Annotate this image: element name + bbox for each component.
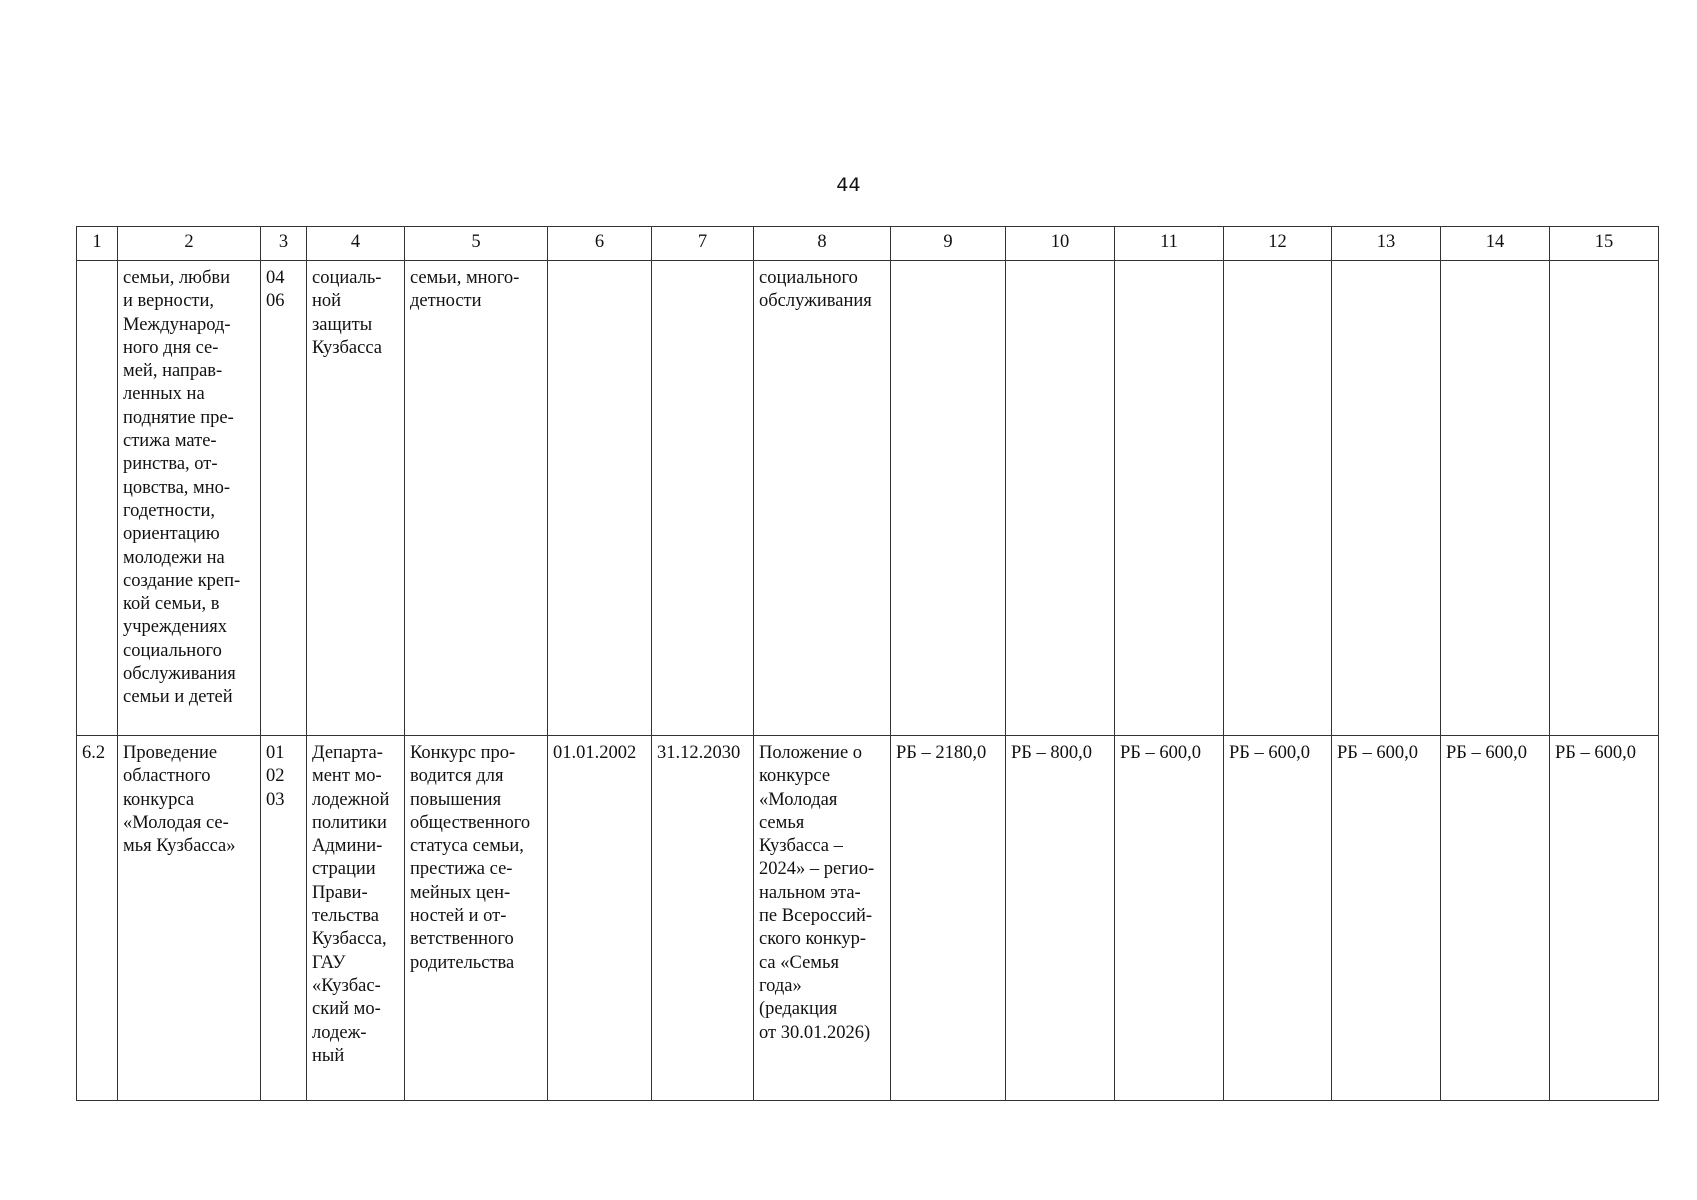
column-header: 11	[1115, 227, 1224, 261]
description-cell	[405, 736, 548, 1101]
cell-text-line: и верности,	[123, 291, 215, 312]
funding-cell: РБ – 600,0	[1550, 736, 1659, 1101]
cell-text-line: «Кузбас-	[312, 975, 381, 996]
cell-text-line: создание креп-	[123, 570, 241, 591]
cell-text-line: 03	[266, 789, 285, 810]
column-header: 1	[77, 227, 118, 261]
column-header: 3	[261, 227, 307, 261]
funding-cell: РБ – 600,0	[1332, 736, 1441, 1101]
cell-text-line: Проведение	[123, 743, 218, 763]
cell-text-line: социаль-	[312, 268, 382, 288]
cell-text-line: ринства, от-	[123, 454, 218, 475]
funding-cell	[891, 261, 1006, 736]
column-header: 2	[118, 227, 261, 261]
cell-text-line: лодеж-	[312, 1022, 367, 1043]
cell-text-line: кой семьи, в	[123, 594, 220, 615]
funding-cell: РБ – 800,0	[1006, 736, 1115, 1101]
cell-text-line: конкурса	[123, 789, 195, 810]
code-cell	[261, 736, 307, 1101]
cell-text-line: 02	[266, 766, 285, 787]
cell-text-line: тельства	[312, 906, 379, 927]
column-header: 5	[405, 227, 548, 261]
table-header-row	[77, 227, 1659, 261]
cell-text-line: семьи, много-	[410, 268, 520, 288]
funding-cell	[1115, 261, 1224, 736]
description-cell	[405, 261, 548, 736]
column-header: 14	[1441, 227, 1550, 261]
cell-text-line: цовства, мно-	[123, 477, 231, 498]
cell-text-line: лодежной	[312, 789, 390, 810]
cell-text-line: мейных цен-	[410, 882, 511, 903]
funding-cell	[1332, 261, 1441, 736]
row-number-cell	[77, 261, 118, 736]
cell-text-line: повышения	[410, 789, 502, 810]
cell-text-line: Кузбасса	[312, 337, 382, 358]
basis-document-cell	[754, 261, 891, 736]
cell-text-line: мей, направ-	[123, 361, 223, 382]
cell-text-line: социального	[759, 268, 858, 288]
column-header: 6	[548, 227, 652, 261]
cell-text-line: семья	[759, 812, 805, 833]
funding-cell	[1550, 261, 1659, 736]
cell-text-line: семьи, любви	[123, 268, 231, 288]
cell-text-line: нальном эта-	[759, 882, 861, 903]
cell-text-line: страции	[312, 859, 376, 880]
cell-text-line: обслуживания	[123, 664, 236, 685]
cell-text-line: мья Кузбасса»	[123, 836, 236, 857]
funding-cell	[1006, 261, 1115, 736]
column-header: 12	[1224, 227, 1332, 261]
cell-text-line: ленных на	[123, 384, 205, 405]
cell-text-line: конкурсе	[759, 766, 831, 787]
cell-text-line: обслуживания	[759, 291, 872, 312]
cell-text-line: ного дня се-	[123, 337, 219, 358]
cell-text-line: пе Всероссий-	[759, 906, 873, 927]
executor-cell	[307, 736, 405, 1101]
funding-cell: РБ – 600,0	[1115, 736, 1224, 1101]
cell-text-line: ГАУ	[312, 952, 346, 973]
cell-text-line: ный	[312, 1045, 345, 1066]
cell-text-line: Положение о	[759, 743, 863, 763]
cell-text-line: года»	[759, 975, 802, 996]
cell-text-line: са «Семья	[759, 952, 839, 973]
cell-text-line: «Молодая	[759, 789, 838, 810]
cell-text-line: престижа се-	[410, 859, 513, 880]
funding-cell: РБ – 2180,0	[891, 736, 1006, 1101]
column-header: 15	[1550, 227, 1659, 261]
cell-text-line: областного	[123, 766, 211, 787]
funding-cell	[1441, 261, 1550, 736]
cell-text-line: поднятие пре-	[123, 407, 234, 428]
cell-text-line: политики	[312, 812, 387, 833]
cell-text-line: Админи-	[312, 836, 383, 857]
funding-cell	[1224, 261, 1332, 736]
cell-text-line: ориентацию	[123, 524, 220, 545]
cell-text-line: Кузбасса –	[759, 836, 843, 857]
cell-text-line: ной	[312, 291, 342, 312]
table-row	[77, 736, 1659, 1101]
program-table	[76, 226, 1659, 1101]
cell-text-line: защиты	[312, 314, 373, 335]
column-header: 9	[891, 227, 1006, 261]
cell-text-line: ский мо-	[312, 999, 381, 1020]
cell-text-line: 01	[266, 743, 285, 763]
cell-text-line: Кузбасса,	[312, 929, 387, 950]
cell-text-line: общественного	[410, 812, 531, 833]
end-date-cell: 31.12.2030	[652, 736, 754, 1101]
basis-document-cell	[754, 736, 891, 1101]
column-header: 4	[307, 227, 405, 261]
row-number-cell: 6.2	[77, 736, 118, 1101]
cell-text-line: от 30.01.2026)	[759, 1022, 871, 1043]
cell-text-line: ностей и от-	[410, 906, 507, 927]
cell-text-line: (редакция	[759, 999, 838, 1020]
funding-cell: РБ – 600,0	[1224, 736, 1332, 1101]
column-header: 10	[1006, 227, 1115, 261]
table-row	[77, 261, 1659, 736]
cell-text-line: Международ-	[123, 314, 231, 335]
cell-text-line: семьи и детей	[123, 687, 233, 708]
executor-cell	[307, 261, 405, 736]
cell-text-line: ского конкур-	[759, 929, 867, 950]
cell-text-line: статуса семьи,	[410, 836, 524, 857]
cell-text-line: молодежи на	[123, 547, 225, 568]
page-number: 44	[836, 174, 861, 196]
event-name-cell	[118, 261, 261, 736]
start-date-cell: 01.01.2002	[548, 736, 652, 1101]
cell-text-line: ветственного	[410, 929, 514, 950]
event-name-cell	[118, 736, 261, 1101]
cell-text-line: 06	[266, 291, 285, 312]
cell-text-line: Департа-	[312, 743, 383, 763]
cell-text-line: годетности,	[123, 500, 215, 521]
column-header: 13	[1332, 227, 1441, 261]
cell-text-line: Конкурс про-	[410, 743, 516, 763]
end-date-cell	[652, 261, 754, 736]
cell-text-line: «Молодая се-	[123, 812, 229, 833]
code-cell	[261, 261, 307, 736]
cell-text-line: социального	[123, 640, 222, 661]
cell-text-line: учреждениях	[123, 617, 227, 638]
start-date-cell	[548, 261, 652, 736]
cell-text-line: водится для	[410, 766, 504, 787]
cell-text-line: 2024» – регио-	[759, 859, 875, 880]
column-header: 8	[754, 227, 891, 261]
cell-text-line: стижа мате-	[123, 431, 217, 452]
cell-text-line: родительства	[410, 952, 515, 973]
cell-text-line: детности	[410, 291, 482, 312]
cell-text-line: Прави-	[312, 882, 368, 903]
funding-cell: РБ – 600,0	[1441, 736, 1550, 1101]
cell-text-line: мент мо-	[312, 766, 382, 787]
column-header: 7	[652, 227, 754, 261]
cell-text-line: 04	[266, 268, 285, 288]
